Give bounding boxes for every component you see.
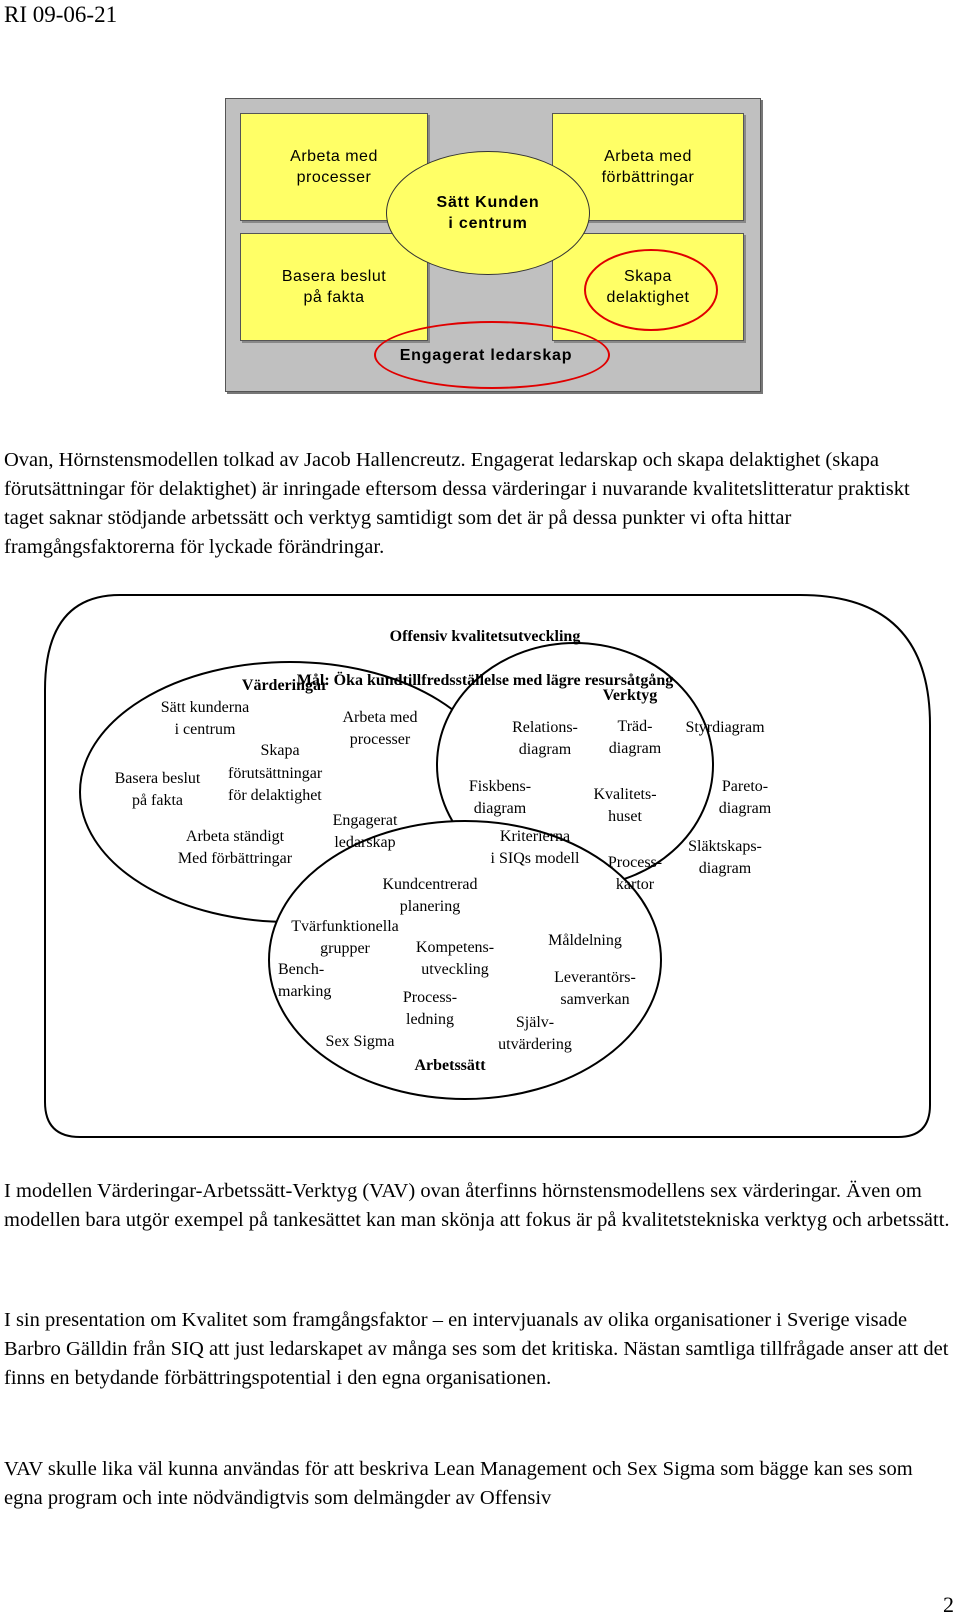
method-competence-development: Kompetens- utveckling	[415, 939, 495, 978]
tool-quality-house: Kvalitets- huset	[593, 786, 657, 825]
paragraph-1: Ovan, Hörnstensmodellen tolkad av Jacob Hallencreutz. Engagerat ledarskap och skapa delaktighet (skapa förutsättningar för delaktighet) är inringade eftersom dessa värderingar i nuvarande kvalitetslitteratur praktiskt taget saknar stödjande arbetssätt och verktyg samtidigt som det är på dessa punkter vi ofta hittar framgångsfaktorerna för lyckade förändringar.	[4, 449, 910, 558]
page-number: 2	[943, 1592, 954, 1617]
box-participation-label: Skapa delaktighet	[606, 268, 690, 306]
vav-title-line2: Mål: Öka kundtillfredsställelse med lägre resursåtgång	[296, 672, 674, 689]
value-participation: förutsättningar för delaktighet	[228, 765, 323, 804]
center-ellipse: Sätt Kunden i centrum	[386, 151, 590, 275]
value-customer-centre: Sätt kunderna i centrum	[160, 699, 250, 738]
document-header: RI 09-06-21	[4, 2, 118, 27]
box-processes-label: Arbeta med processer	[290, 148, 378, 186]
leadership-label: Engagerat ledarskap	[399, 347, 573, 364]
tool-affinity-diagram: Släktskaps- diagram	[688, 838, 762, 877]
tool-siq-criteria: Kriterierna i SIQs modell	[490, 828, 580, 867]
method-benchmarking: Bench- marking	[278, 961, 332, 1000]
vav-model-figure	[0, 590, 960, 1150]
box-facts	[240, 233, 428, 341]
tool-pareto-diagram: Pareto- diagram	[718, 778, 772, 817]
tool-tree-diagram: Träd- diagram	[608, 718, 662, 757]
box-facts-label: Basera beslut på fakta	[281, 268, 387, 306]
method-self-assessment: Själv- utvärdering	[498, 1014, 572, 1053]
method-process-management: Process- ledning	[402, 989, 458, 1028]
tools-heading: Verktyg	[602, 687, 658, 704]
paragraph-4: VAV skulle lika väl kunna användas för att beskriva Lean Management och Sex Sigma som bägge kan ses som egna program och inte nödvändigtvis som delmängder av Offensiv	[4, 1458, 913, 1509]
values-heading: Värderingar	[241, 677, 329, 694]
tool-relations-diagram: Relations- diagram	[512, 719, 578, 758]
methods-heading: Arbetssätt	[414, 1057, 486, 1074]
value-processes: Arbeta med processer	[342, 709, 418, 748]
tool-control-chart: Styrdiagram	[685, 719, 765, 736]
vav-title-line1: Offensiv kvalitetsutveckling	[389, 628, 581, 645]
value-facts: Basera beslut på fakta	[114, 770, 201, 809]
method-goal-sharing: Måldelning	[548, 932, 622, 949]
cornerstone-model-figure	[225, 98, 761, 392]
tool-fishbone-diagram: Fiskbens- diagram	[468, 778, 532, 817]
method-six-sigma: Sex Sigma	[325, 1033, 395, 1050]
value-improvements: Arbeta ständigt Med förbättringar	[177, 828, 293, 867]
paragraph-2: I modellen Värderingar-Arbetssätt-Verktyg (VAV) ovan återfinns hörnstensmodellens sex värderingar. Även om modellen bara utgör exempel på tankesättet kan man skönja att fokus är på kvalitetstekniska verktyg och arbetssätt.	[4, 1180, 950, 1231]
participation-highlight-ring	[584, 249, 718, 331]
value-create: Skapa	[260, 742, 300, 759]
box-improvements-label: Arbeta med förbättringar	[601, 148, 695, 186]
method-supplier-cooperation: Leverantörs- samverkan	[554, 969, 636, 1008]
value-leadership: Engagerat ledarskap	[332, 812, 398, 851]
paragraph-3: I sin presentation om Kvalitet som framgångsfaktor – en intervjuanals av olika organisationer i Sverige visade Barbro Gälldin från SIQ att just ledarskapet av många ses som det kritiska. Nästan samtliga tillfrågade anser att det finns en betydande förbättringspotential i den egna organisationen.	[4, 1309, 949, 1389]
method-customer-planning: Kundcentrerad planering	[382, 876, 478, 915]
method-crossfunctional-groups: Tvärfunktionella grupper	[291, 918, 399, 957]
tool-process-maps: Process- kartor	[607, 854, 663, 893]
